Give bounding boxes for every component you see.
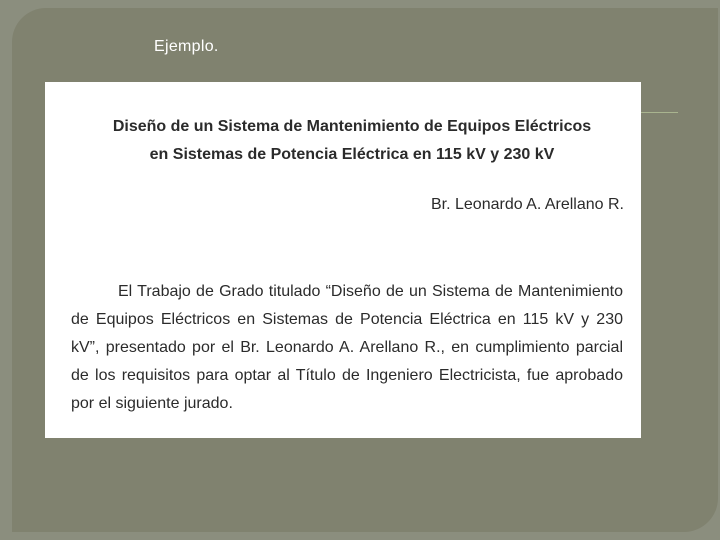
body-line: de los requisitos para optar al Título de Ingeniero Electricista, fue aprobado bbox=[71, 367, 623, 384]
body-line: de Equipos Eléctricos en Sistemas de Potencia Eléctrica en 115 kV y 230 bbox=[71, 311, 623, 328]
body-line: kV”, presentado por el Br. Leonardo A. Arellano R., en cumplimiento parcial bbox=[71, 339, 623, 356]
document-excerpt bbox=[45, 82, 641, 438]
slide-heading: Ejemplo. bbox=[154, 38, 219, 55]
document-title-line: Diseño de un Sistema de Mantenimiento de Equipos Eléctricos bbox=[112, 118, 592, 135]
body-line: El Trabajo de Grado titulado “Diseño de un Sistema de Mantenimiento bbox=[118, 283, 623, 300]
document-body bbox=[71, 278, 623, 418]
document-title bbox=[45, 113, 641, 169]
accent-divider bbox=[640, 112, 678, 113]
document-title-line: en Sistemas de Potencia Eléctrica en 115 kV y 230 kV bbox=[149, 146, 555, 163]
document-author: Br. Leonardo A. Arellano R. bbox=[430, 196, 624, 213]
body-line: por el siguiente jurado. bbox=[71, 395, 233, 412]
